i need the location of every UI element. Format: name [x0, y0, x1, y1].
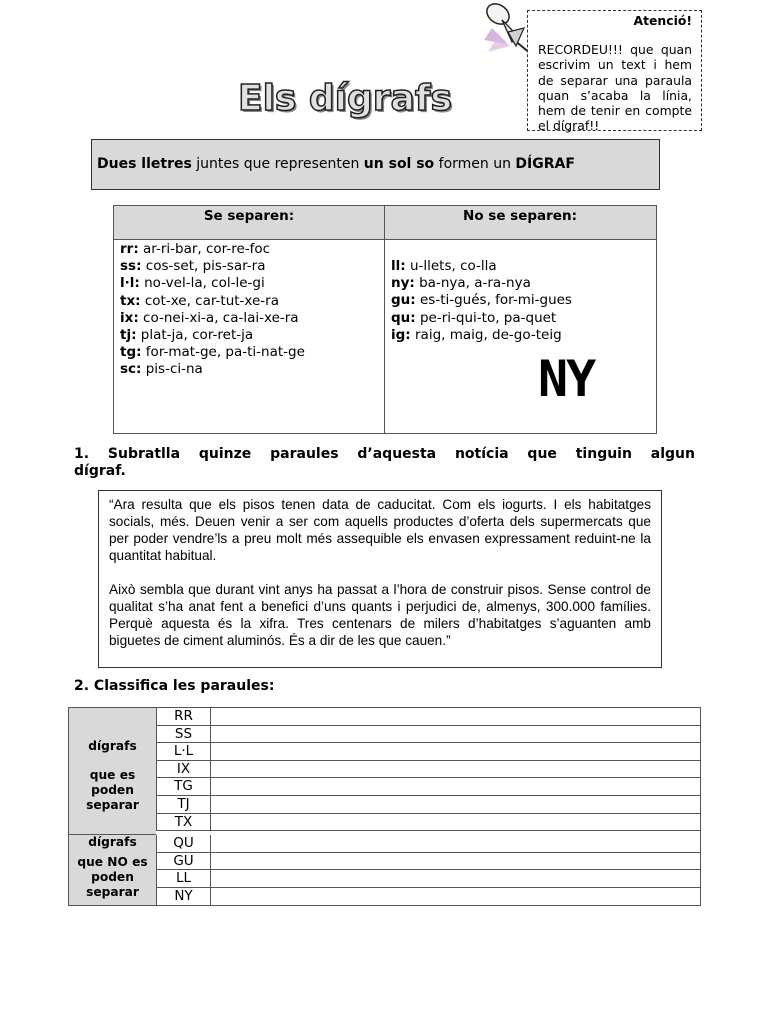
table-row[interactable]: TX	[156, 814, 700, 832]
question-2: 2. Classifica les paraules:	[74, 678, 275, 694]
news-paragraph-1: “Ara resulta que els pisos tenen data de caducitat. Com els iogurts. I els habitatges socials, més. Deuen venir a ser com aquells productes d’oferta dels supermercats que per poder vendre’ls a preu molt més assequible els envasen expressament reduint-ne la quantitat habitual.	[109, 497, 651, 563]
def-part3: un sol so	[363, 156, 435, 172]
table-row[interactable]: TG	[156, 778, 700, 796]
table-row[interactable]: TJ	[156, 796, 700, 814]
table-row[interactable]: NY	[156, 888, 700, 905]
separen-list	[120, 241, 305, 379]
question-1-line2: dígraf.	[74, 463, 126, 479]
table-row[interactable]: LL	[156, 870, 700, 888]
group-non-separable: dígrafs que NO es poden separar	[69, 835, 156, 905]
table-row[interactable]: RR	[156, 708, 700, 726]
news-box	[98, 490, 662, 668]
list-item: sc: pis-ci-na	[120, 361, 203, 378]
col-header-separen: Se separen:	[114, 206, 384, 240]
question-1-line1: 1. Subratlla quinze paraules d’aquesta notícia que tinguin algun	[74, 446, 695, 462]
classify-table	[68, 707, 701, 906]
list-item: ig: raig, maig, de-go-teig	[391, 326, 562, 343]
list-item: ix: co-nei-xi-a, ca-lai-xe-ra	[120, 309, 299, 326]
list-item: gu: es-ti-gués, for-mi-gues	[391, 292, 572, 309]
def-part2: juntes que representen	[191, 156, 364, 172]
definition-box	[91, 139, 660, 190]
list-item: qu: pe-ri-qui-to, pa-quet	[391, 309, 557, 326]
table-row[interactable]: GU	[156, 853, 700, 871]
col-header-no-separen: No se separen:	[384, 206, 656, 240]
ny-big-label: NY	[538, 350, 595, 408]
list-item: tx: cot-xe, car-tut-xe-ra	[120, 292, 280, 309]
news-paragraph-2: Això sembla que durant vint anys ha passat a l’hora de construir pisos. Sense control de qualitat s’ha anat fent a benefici d’uns quants i perjudici de, almenys, 300.000 famílies. Perquè aquesta és la xifra. Tres centenars de milers d’habitatges s’aguanten amb biguetes de ciment aluminós. És a dir de les que cauen.”	[109, 582, 651, 648]
list-item: tj: plat-ja, cor-ret-ja	[120, 327, 254, 344]
def-part4: formen un	[434, 156, 516, 172]
list-item: ny: ba-nya, a-ra-nya	[391, 275, 531, 292]
no-separen-list	[391, 258, 572, 344]
table-row[interactable]: L·L	[156, 743, 700, 761]
note-title: Atenció!	[633, 13, 692, 28]
table-row[interactable]: SS	[156, 726, 700, 744]
list-item: tg: for-mat-ge, pa-ti-nat-ge	[120, 344, 305, 361]
attention-note	[527, 10, 702, 134]
page-title: Els dígrafs	[238, 78, 452, 119]
list-item: ss: cos-set, pis-sar-ra	[120, 258, 266, 275]
group-separable: dígrafs que es poden separar	[69, 708, 156, 835]
table-row[interactable]: QU	[156, 835, 700, 853]
def-part5: DÍGRAF	[515, 156, 575, 172]
table-row[interactable]: IX	[156, 761, 700, 779]
list-item: ll: u-llets, co-lla	[391, 258, 497, 274]
list-item: rr: ar-ri-bar, cor-re-foc	[120, 241, 271, 257]
def-part1: Dues lletres	[97, 156, 192, 172]
note-body: RECORDEU!!! que quan escrivim un text i hem de separar una paraula quan s’acaba la línia, hem de tenir en compte el dígraf!!	[538, 42, 692, 134]
list-item: l·l: no-vel-la, col-le-gi	[120, 275, 265, 292]
